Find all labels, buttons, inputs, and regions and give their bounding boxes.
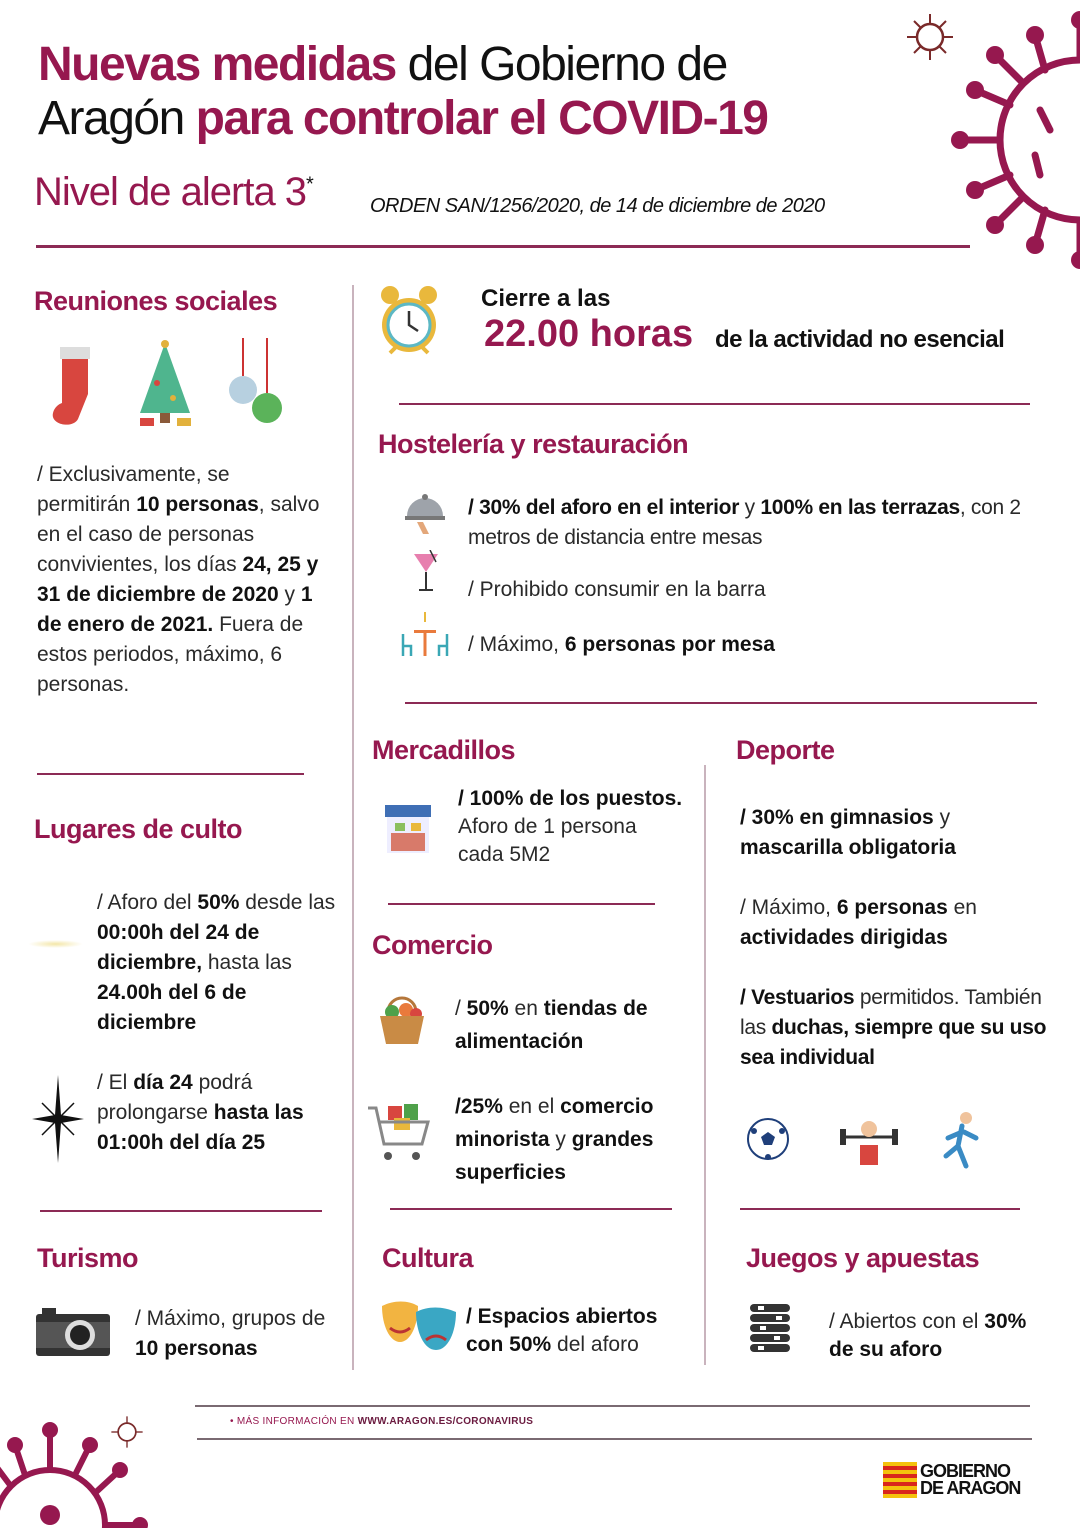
section-title-juegos: Juegos y apuestas — [746, 1243, 980, 1273]
text-segment: grandes superficies — [455, 1128, 654, 1184]
section-title-deporte: Deporte — [736, 735, 835, 765]
text-segment: / Máximo, — [740, 896, 837, 919]
mercadillos-text — [458, 785, 683, 869]
weightlifting-icon — [838, 1115, 900, 1167]
text-segment: 24.00h del 6 de diciembre — [97, 981, 247, 1034]
text-segment: Nuevas medidas — [38, 38, 396, 91]
text-segment: /25% — [455, 1095, 503, 1118]
text-segment: / Abiertos con el — [829, 1310, 985, 1333]
section-title-turismo: Turismo — [37, 1243, 139, 1273]
more-info — [230, 1416, 533, 1427]
section-title-reuniones: Reuniones sociales — [34, 286, 278, 316]
text-segment: tiendas de alimentación — [455, 997, 648, 1053]
text-segment: / Prohibido consumir en la barra — [468, 578, 766, 601]
table-chairs-icon — [400, 612, 450, 658]
divider — [37, 773, 304, 775]
deporte-item-2 — [740, 893, 1040, 953]
cierre-time: 22.00 horas — [484, 313, 694, 355]
light-glow-icon — [28, 940, 83, 948]
divider — [390, 1208, 672, 1210]
star-icon — [32, 1075, 84, 1163]
hosteleria-item-3 — [468, 630, 1028, 660]
section-title-cultura: Cultura — [382, 1243, 473, 1273]
text-segment: hasta las — [202, 951, 292, 974]
text-segment: duchas, siempre que su uso sea individual — [740, 1016, 1047, 1069]
bullet-icon: • — [230, 1416, 237, 1427]
text-segment: 50% — [197, 891, 240, 914]
text-segment: mascarilla obligatoria — [740, 836, 956, 859]
cierre-line1: Cierre a las — [481, 285, 611, 312]
hosteleria-item-2 — [468, 575, 1028, 605]
text-segment: 1 de enero de 2021. — [37, 583, 313, 636]
divider — [405, 702, 1037, 704]
deporte-item-1 — [740, 803, 1040, 863]
text-segment: del Gobierno de — [395, 38, 727, 91]
title-line-2 — [38, 92, 767, 146]
theater-masks-icon — [380, 1300, 458, 1354]
text-segment: permitidos. También las — [740, 986, 1042, 1039]
comercio-item-1 — [455, 992, 695, 1058]
text-segment: desde las — [239, 891, 336, 914]
logo-line-2: DE ARAGON — [920, 1478, 1021, 1498]
text-segment: 24, 25 y 31 de diciembre de 2020 — [37, 553, 319, 606]
text-segment: Fuera de estos periodos, máximo, 6 personas. — [37, 613, 304, 696]
text-segment: y — [933, 806, 951, 829]
text-segment: Aforo de 1 persona cada 5M2 — [458, 815, 637, 866]
text-segment: para controlar el COVID-19 — [195, 92, 768, 145]
text-segment: podrá prolongarse — [97, 1071, 253, 1124]
soccer-ball-icon — [746, 1117, 790, 1161]
text-segment: en el — [502, 1095, 561, 1118]
divider — [740, 1208, 1020, 1210]
text-segment: 100% en las terrazas — [760, 496, 960, 519]
text-segment: / 30% en gimnasios — [740, 806, 934, 829]
turismo-text — [135, 1304, 335, 1364]
text-segment: en — [947, 896, 977, 919]
text-segment: / El — [97, 1071, 134, 1094]
footer-divider-bottom — [197, 1438, 1032, 1440]
more-info-link[interactable]: WWW.ARAGON.ES/CORONAVIRUS — [357, 1416, 534, 1427]
text-segment: actividades dirigidas — [740, 926, 948, 949]
juegos-text — [829, 1308, 1029, 1364]
divider — [399, 403, 1030, 405]
gobierno-aragon-logo — [883, 1462, 1020, 1498]
alert-level — [34, 170, 313, 215]
aragon-flag-icon — [883, 1462, 917, 1498]
text-segment: y — [739, 496, 761, 519]
cierre-rest: de la actividad no esencial — [715, 326, 1005, 353]
section-title-hosteleria: Hostelería y restauración — [378, 429, 689, 459]
text-segment: 6 personas — [836, 896, 948, 919]
culto-item-2 — [97, 1068, 337, 1158]
text-segment: / 30% del aforo en el interior — [468, 496, 740, 519]
title-line-1 — [38, 38, 767, 92]
camera-icon — [36, 1308, 110, 1356]
column-divider-left — [352, 285, 354, 1370]
text-segment: día 24 — [133, 1071, 193, 1094]
text-segment: / Máximo, grupos de — [135, 1307, 326, 1330]
virus-icon-large — [940, 10, 1080, 270]
text-segment: Aragón — [38, 92, 196, 145]
poker-chips-icon — [748, 1302, 792, 1358]
section-title-culto: Lugares de culto — [34, 814, 243, 844]
christmas-ornaments-icon — [225, 338, 285, 428]
divider — [388, 903, 655, 905]
text-segment: y — [549, 1128, 572, 1151]
christmas-stocking-icon — [45, 342, 100, 427]
text-segment: / Exclusivamente, se permitirán — [37, 463, 230, 516]
text-segment: / Espacios abiertos con 50% — [466, 1305, 658, 1356]
deporte-item-3 — [740, 983, 1060, 1073]
cultura-text — [466, 1303, 696, 1359]
text-segment: , salvo en el caso de personas convivientes, los días — [37, 493, 320, 576]
christmas-tree-icon — [135, 338, 195, 428]
text-segment: comercio minorista — [455, 1095, 654, 1151]
text-segment: / 100% de los puestos. — [458, 787, 683, 810]
virus-icon-small — [905, 12, 955, 62]
text-segment: 10 personas — [135, 1337, 258, 1360]
runner-icon — [940, 1110, 980, 1170]
text-segment: hasta las 01:00h del día 25 — [97, 1101, 304, 1154]
cloche-icon — [403, 492, 447, 536]
logo-line-1: GOBIERNO — [920, 1461, 1011, 1481]
order-reference: ORDEN SAN/1256/2020, de 14 de diciembre de 2020 — [370, 195, 825, 217]
culto-item-1 — [97, 888, 342, 1038]
alert-level-text: Nivel de alerta 3 — [34, 170, 307, 214]
text-segment: 10 personas — [136, 493, 259, 516]
text-segment: 50% — [466, 997, 509, 1020]
header-divider — [36, 245, 970, 248]
text-segment: 00:00h del 24 de diciembre, — [97, 921, 260, 974]
section-title-comercio: Comercio — [372, 930, 493, 960]
text-segment: en — [508, 997, 544, 1020]
text-segment: y — [278, 583, 301, 606]
text-segment: / Máximo, — [468, 633, 565, 656]
text-segment: 30% de su aforo — [829, 1310, 1027, 1361]
page-title — [38, 38, 767, 146]
market-stall-icon — [383, 803, 433, 855]
text-segment: 6 personas por mesa — [564, 633, 775, 656]
more-info-prefix: MÁS INFORMACIÓN EN — [236, 1416, 358, 1427]
hosteleria-item-1 — [468, 493, 1038, 553]
text-segment: / — [455, 997, 467, 1020]
text-segment: , con 2 metros de distancia entre mesas — [468, 496, 1021, 549]
footer-divider-top — [195, 1405, 1030, 1407]
cocktail-icon — [412, 550, 440, 594]
comercio-item-2 — [455, 1090, 700, 1189]
virus-icon-bottom-small — [110, 1415, 144, 1449]
shopping-cart-icon — [366, 1100, 432, 1166]
alarm-clock-icon — [378, 283, 440, 358]
column-divider-right — [704, 765, 706, 1365]
reuniones-text — [37, 460, 327, 700]
text-segment: / Aforo del — [97, 891, 198, 914]
text-segment: del aforo — [551, 1333, 639, 1356]
text-segment: / Vestuarios — [740, 986, 855, 1009]
alert-asterisk: * — [306, 173, 313, 196]
divider — [40, 1210, 322, 1212]
section-title-mercadillos: Mercadillos — [372, 735, 516, 765]
grocery-basket-icon — [376, 990, 428, 1046]
